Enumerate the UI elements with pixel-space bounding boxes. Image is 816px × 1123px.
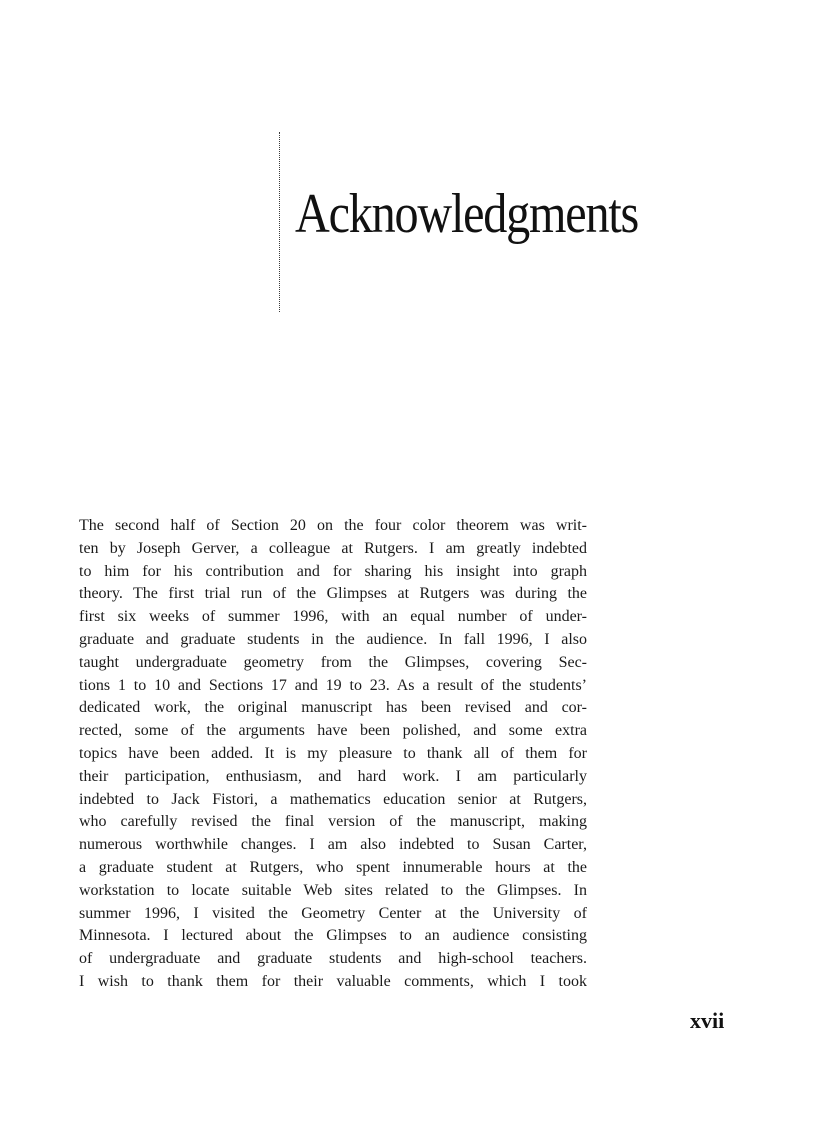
acknowledgments-paragraph (79, 515, 587, 994)
text-line: summer 1996, I visited the Geometry Center at the University of (79, 904, 587, 922)
text-line: numerous worthwhile changes. I am also indebted to Susan Carter, (79, 836, 587, 854)
text-line: dedicated work, the original manuscript has been revised and cor- (79, 699, 587, 717)
text-line: first six weeks of summer 1996, with an equal number of under- (79, 608, 587, 626)
text-line: workstation to locate suitable Web sites related to the Glimpses. In (79, 881, 587, 899)
text-line: indebted to Jack Fistori, a mathematics education senior at Rutgers, (79, 790, 587, 808)
text-line: theory. The first trial run of the Glimpses at Rutgers was during the (79, 585, 587, 603)
text-line: of undergraduate and graduate students and high-school teachers. (79, 950, 587, 968)
text-line: topics have been added. It is my pleasure to thank all of them for (79, 744, 587, 762)
text-line: I wish to thank them for their valuable comments, which I took (79, 972, 587, 990)
dotted-vertical-rule (279, 132, 280, 312)
text-line: to him for his contribution and for sharing his insight into graph (79, 562, 587, 580)
text-line: their participation, enthusiasm, and hard work. I am particularly (79, 767, 587, 785)
text-line: who carefully revised the final version of the manuscript, making (79, 813, 587, 831)
text-line: rected, some of the arguments have been polished, and some extra (79, 722, 587, 740)
text-line: taught undergraduate geometry from the Glimpses, covering Sec- (79, 653, 587, 671)
text-line: ten by Joseph Gerver, a colleague at Rutgers. I am greatly indebted (79, 539, 587, 557)
text-line: Minnesota. I lectured about the Glimpses to an audience consisting (79, 927, 587, 945)
text-line: a graduate student at Rutgers, who spent innumerable hours at the (79, 858, 587, 876)
text-line: tions 1 to 10 and Sections 17 and 19 to 23. As a result of the students’ (79, 676, 587, 694)
page-title: Acknowledgments (295, 183, 639, 245)
text-line: The second half of Section 20 on the four color theorem was writ- (79, 517, 587, 534)
text-line: graduate and graduate students in the audience. In fall 1996, I also (79, 630, 587, 648)
page-number: xvii (690, 1008, 725, 1033)
